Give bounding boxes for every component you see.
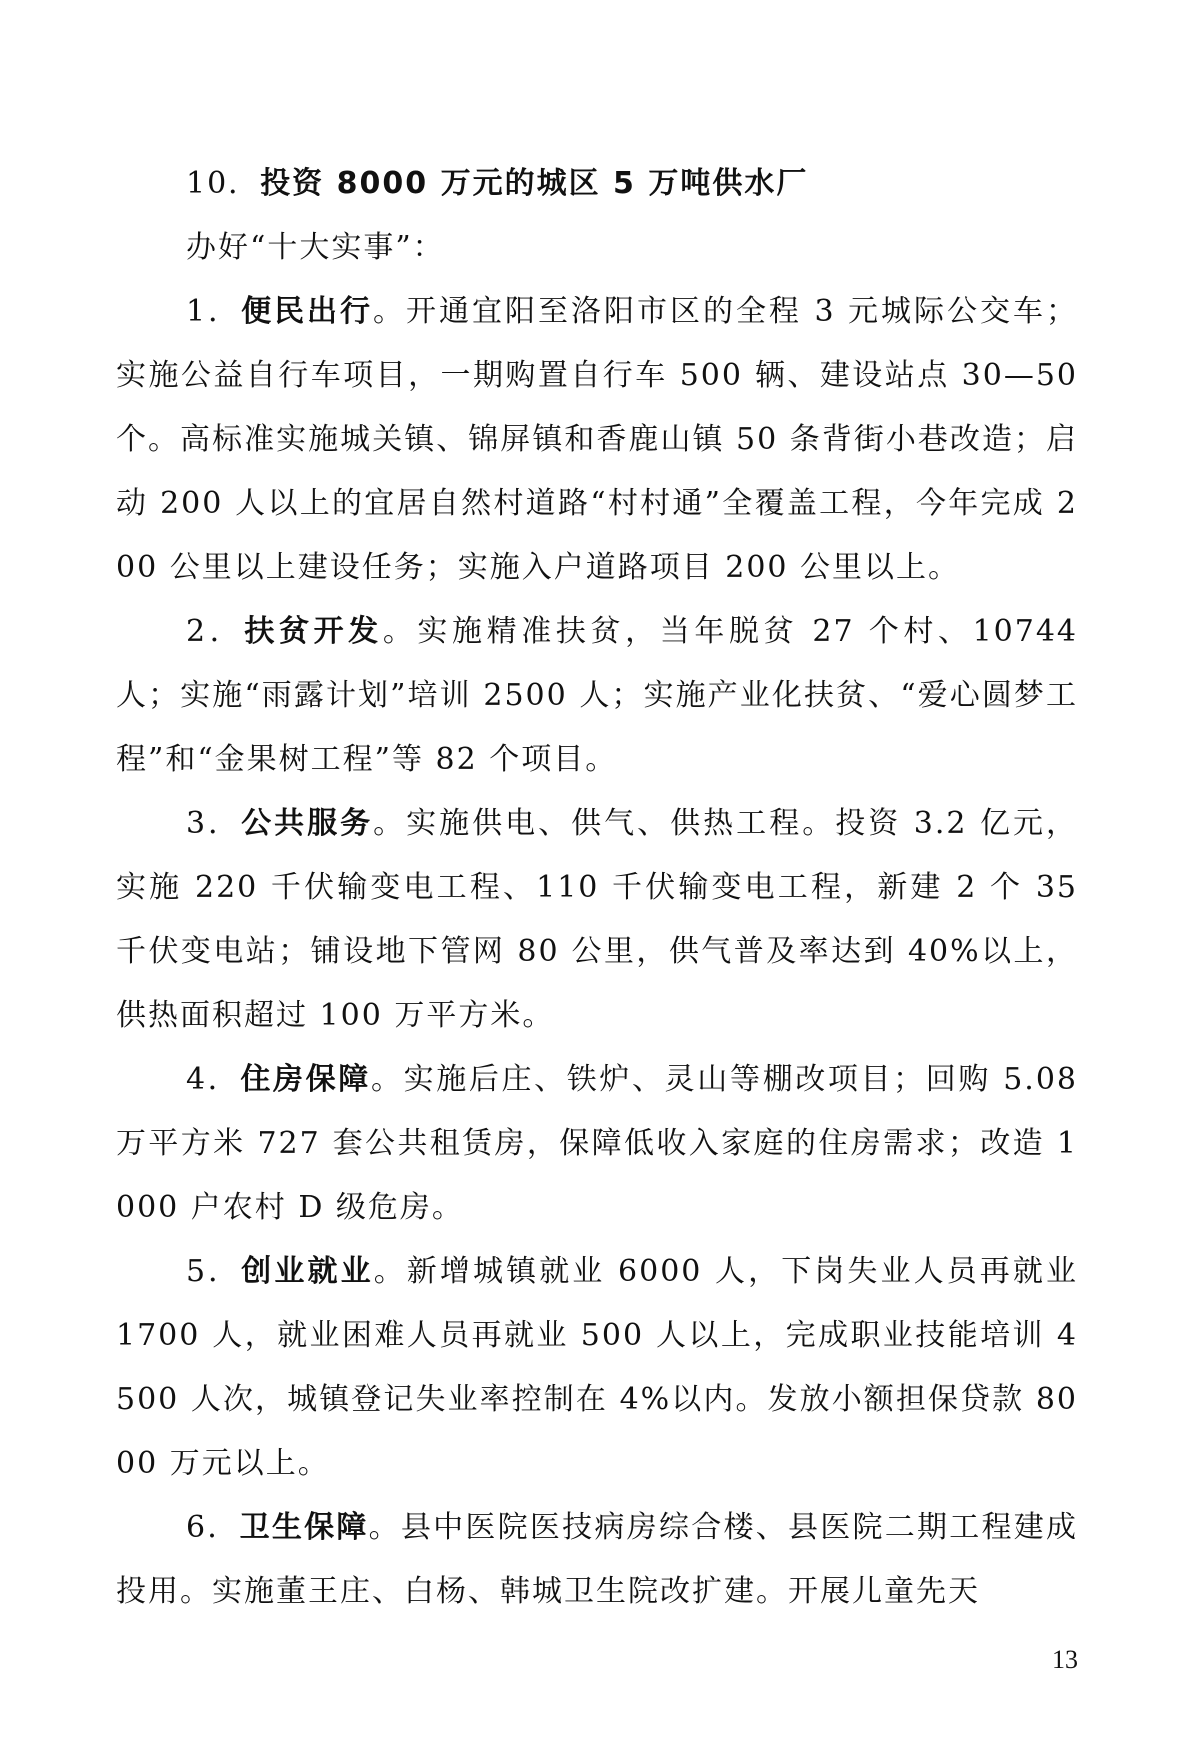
paragraph-intro [116,216,1078,280]
item-heading: 便民出行 [241,294,374,329]
paragraph-item-6 [116,1496,1078,1624]
item-text: 。开通宜阳至洛阳市区的全程 3 元城际公交车；实施公益自行车项目，一期购置自行车 500 辆、建设站点 30—50 个。高标准实施城关镇、锦屏镇和香鹿山镇 50 条背街小巷改造；启动 200 人以上的宜居自然村道路“村村通”全覆盖工程，今年完成 200 公里以上建设任务；实施入户道路项目 200 公里以上。 [116,294,1078,585]
item-text: 。新增城镇就业 6000 人，下岗失业人员再就业 1700 人，就业困难人员再就业 500 人以上，完成职业技能培训 4500 人次，城镇登记失业率控制在 4%以内。发放小额担保贷款 8000 万元以上。 [116,1254,1079,1481]
item-number: 3． [186,806,242,841]
paragraph-item-3 [116,792,1078,1048]
paragraph-item-2 [116,600,1078,792]
item-text: 。实施供电、供气、供热工程。投资 3.2 亿元，实施 220 千伏输变电工程、110 千伏输变电工程，新建 2 个 35 千伏变电站；铺设地下管网 80 公里，供气普及率达到 40%以上，供热面积超过 100 万平方米。 [116,806,1079,1033]
document-body [116,152,1078,1624]
item-heading: 创业就业 [241,1254,374,1289]
item-heading: 公共服务 [241,806,374,841]
item-text: 。县中医院医技病房综合楼、县医院二期工程建成投用。实施董王庄、白杨、韩城卫生院改扩建。开展儿童先天 [116,1510,1079,1609]
paragraph-item-1 [116,280,1078,600]
paragraph-item-5 [116,1240,1078,1496]
item-number: 1． [186,294,242,329]
item-heading: 卫生保障 [239,1510,369,1545]
item-number: 6． [186,1510,240,1545]
item-number: 4． [186,1062,241,1097]
paragraph-item-4 [116,1048,1078,1240]
item-heading: 投资 8000 万元的城区 5 万吨供水厂 [260,166,809,201]
item-text: 。实施精准扶贫，当年脱贫 27 个村、10744 人；实施“雨露计划”培训 2500 人；实施产业化扶贫、“爱心圆梦工程”和“金果树工程”等 82 个项目。 [116,614,1079,777]
paragraph-item-10 [116,152,1078,216]
item-number: 2． [186,614,245,649]
item-heading: 扶贫开发 [244,614,383,649]
item-number: 5． [186,1254,242,1289]
intro-text: 办好“十大实事”： [186,230,445,265]
page-number: 13 [1052,1645,1078,1674]
item-text: 。实施后庄、铁炉、灵山等棚改项目；回购 5.08 万平方米 727 套公共租赁房，保障低收入家庭的住房需求；改造 1000 户农村 D 级危房。 [116,1062,1079,1225]
item-heading: 住房保障 [240,1062,371,1097]
item-number: 10． [186,166,261,201]
